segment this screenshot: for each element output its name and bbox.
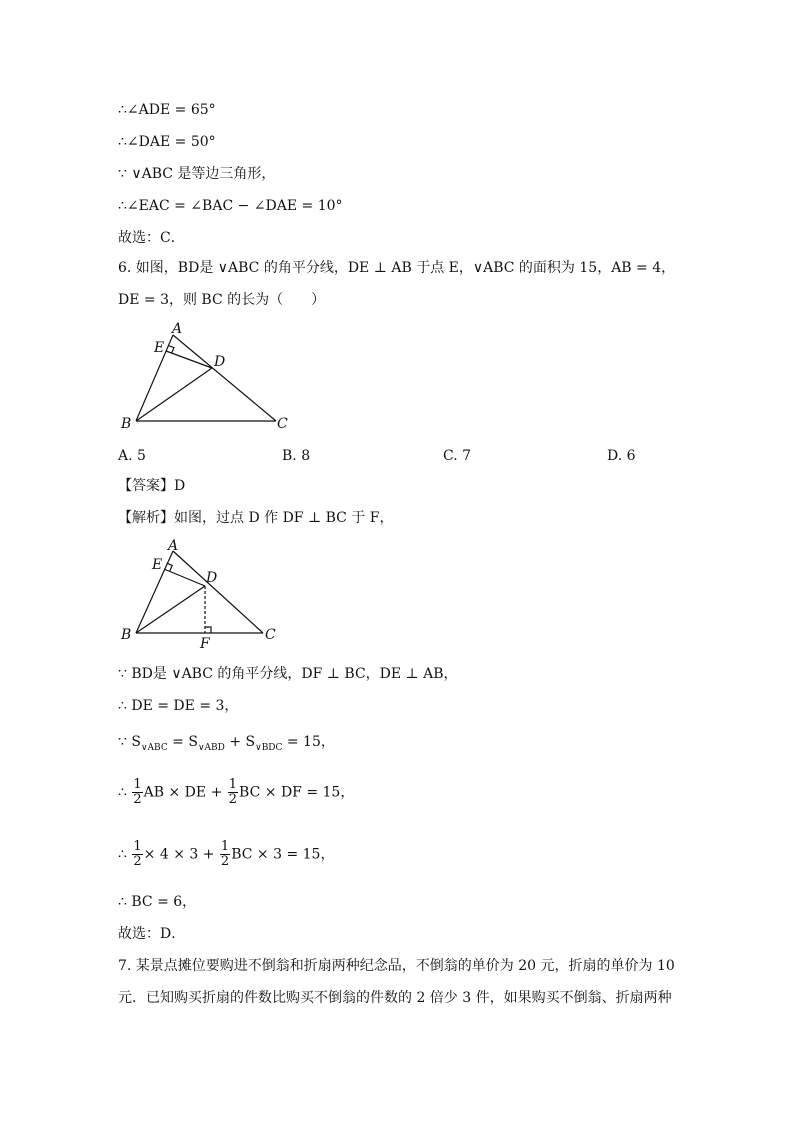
fraction-denominator: 2	[133, 792, 142, 807]
label-e: E	[152, 557, 163, 573]
label-f: F	[200, 636, 210, 652]
analysis-intro: 【解析】如图，过点 D 作 DF ⊥ BC 于 F，	[118, 510, 394, 526]
step-equilateral: ∵ ∨ABC 是等边三角形，	[118, 166, 276, 182]
area-sum-plus: + S	[224, 734, 256, 750]
area-sub-bdc: ∨BDC	[255, 742, 283, 753]
option-b: B. 8	[282, 448, 311, 464]
question-6-line-1: 6. 如图，BD是 ∨ABC 的角平分线，DE ⊥ AB 于点 E，∨ABC 的面积为 15，AB = 4，	[118, 260, 676, 276]
solution-step-2: ∴ DE = DE = 3，	[118, 698, 239, 714]
label-c: C	[277, 416, 288, 432]
solution-step-5	[118, 840, 334, 869]
fraction-denominator: 2	[228, 792, 238, 807]
area-sum-prefix: ∵ S	[118, 734, 141, 750]
expression-part: BC × 3 = 15，	[231, 846, 335, 863]
solution-step-1: ∵ BD是 ∨ABC 的角平分线，DF ⊥ BC，DE ⊥ AB，	[118, 666, 458, 682]
expression-part: AB × DE +	[143, 784, 223, 801]
fraction-half	[132, 778, 142, 807]
option-c: C. 7	[443, 448, 472, 464]
expression-part: × 4 × 3 +	[143, 846, 215, 863]
solution-step-4	[118, 778, 354, 807]
area-sub-abc: ∨ABC	[140, 742, 168, 753]
triangle-figure-1	[110, 318, 300, 436]
area-sum-result: = 15，	[282, 734, 335, 750]
answer-choice-d: 故选：D．	[118, 926, 186, 942]
fraction-numerator: 1	[133, 777, 142, 792]
fraction-numerator: 1	[220, 839, 230, 854]
option-d: D. 6	[607, 448, 636, 464]
therefore-symbol: ∴	[118, 784, 127, 801]
area-sub-abd: ∨ABD	[197, 742, 225, 753]
label-a: A	[172, 321, 183, 337]
option-a: A. 5	[118, 448, 146, 464]
fraction-numerator: 1	[228, 777, 238, 792]
therefore-symbol: ∴	[118, 846, 127, 863]
segment-de	[166, 351, 212, 368]
answer-label: 【答案】D	[118, 478, 186, 494]
label-c: C	[265, 627, 276, 643]
step-angle-ade: ∴∠ADE = 65°	[118, 102, 216, 118]
right-angle-mark-f	[205, 627, 211, 633]
fraction-denominator: 2	[133, 854, 142, 869]
question-7-line-1: 7. 某景点摊位要购进不倒翁和折扇两种纪念品，不倒翁的单价为 20 元，折扇的单价为 10	[118, 958, 675, 974]
answer-choice-c: 故选：C．	[118, 230, 185, 246]
label-b: B	[121, 416, 132, 432]
area-sum-eq: = S	[167, 734, 198, 750]
label-d: D	[214, 354, 226, 370]
segment-de	[164, 569, 205, 586]
step-angle-eac: ∴∠EAC = ∠BAC − ∠DAE = 10°	[118, 198, 343, 214]
label-d: D	[206, 570, 218, 586]
fraction-half	[228, 778, 238, 807]
step-angle-dae: ∴∠DAE = 50°	[118, 134, 216, 150]
question-7-line-2: 元．已知购买折扇的件数比购买不倒翁的件数的 2 倍少 3 件，如果购买不倒翁、折扇两种	[118, 990, 672, 1006]
question-6-line-2: DE = 3，则 BC 的长为（ ）	[118, 292, 326, 308]
expression-part: BC × DF = 15，	[239, 784, 355, 801]
side-ac	[173, 335, 276, 421]
side-ac	[173, 551, 263, 633]
solution-step-6: ∴ BC = 6，	[118, 894, 197, 910]
fraction-half	[132, 840, 142, 869]
fraction-half	[220, 840, 230, 869]
label-b: B	[121, 627, 132, 643]
triangle-figure-2	[110, 534, 300, 652]
fraction-numerator: 1	[133, 839, 142, 854]
label-a: A	[168, 538, 179, 554]
solution-step-3	[118, 732, 335, 758]
fraction-denominator: 2	[220, 854, 230, 869]
label-e: E	[154, 340, 165, 356]
